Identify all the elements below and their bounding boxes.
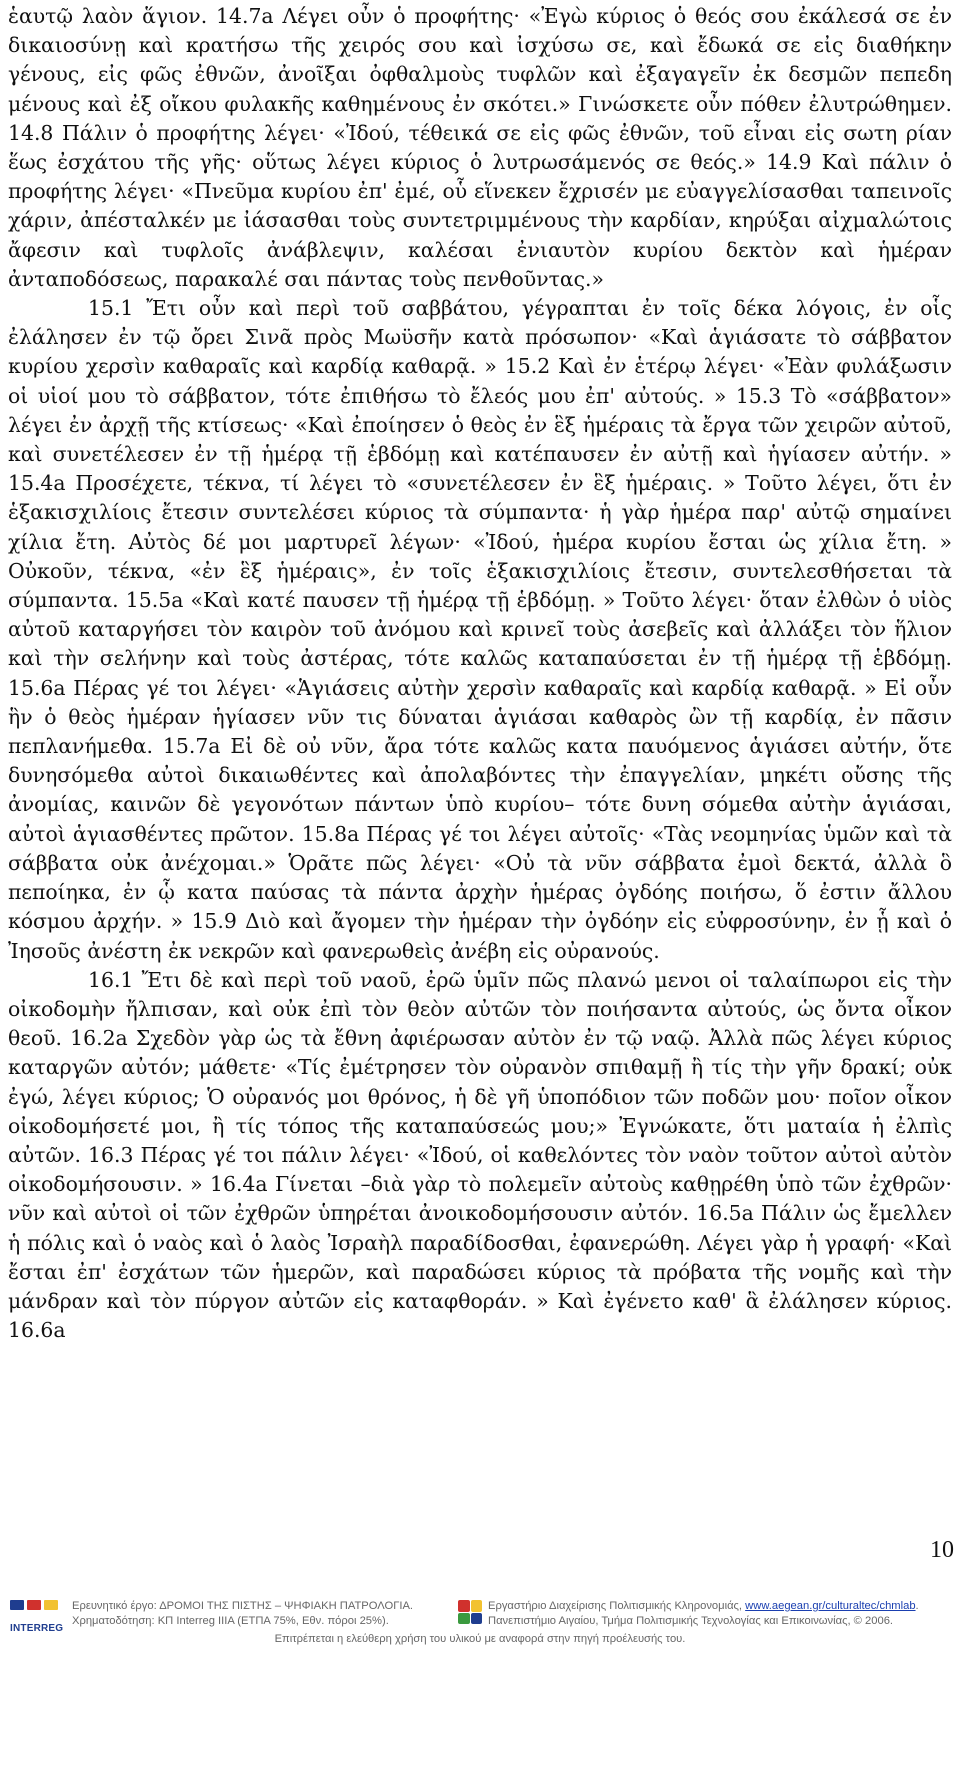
body-text — [8, 2, 952, 1345]
lab-name: Εργαστήριο Διαχείρισης Πολιτισμικής Κληρονομιάς, — [488, 1600, 746, 1612]
page-footer — [0, 1596, 960, 1656]
interreg-logo — [10, 1600, 66, 1634]
lab-logo-icon — [458, 1600, 482, 1624]
paragraph-1: ἑαυτῷ λαὸν ἅγιον. 14.7a Λέγει οὖν ὁ προφήτης· «Ἐγὼ κύριος ὁ θεός σου ἐκάλεσά σε ἐν δικαιοσύνῃ καὶ κρατήσω τῆς χειρός σου καὶ ἰσχύσω σε, καὶ ἔδωκά σε εἰς διαθήκην γένους, εἰς φῶς ἐθνῶν, ἀνοῖξαι ὀφθαλμοὺς τυφλῶν καὶ ἐξαγαγεῖν ἐκ δεσμῶν πεπεδη μένους καὶ ἐξ οἴκου φυλακῆς καθημένους ἐν σκότει.» Γινώσκετε οὖν πόθεν ἐλυτρώθημεν. 14.8 Πάλιν ὁ προφήτης λέγει· «Ἰδού, τέθεικά σε εἰς φῶς ἐθνῶν, τοῦ εἶναι εἰς σωτη ρίαν ἕως ἐσχάτου τῆς γῆς· οὕτως λέγει κύριος ὁ λυτρωσάμενός σε θεός.» 14.9 Καὶ πάλιν ὁ προφήτης λέγει· «Πνεῦμα κυρίου ἐπ' ἐμέ, οὗ εἵνεκεν ἔχρισέν με εὐαγγελίσασθαι ταπεινοῖς χάριν, ἀπέσταλκέν με ἰάσασθαι τοὺς συντετριμμένους τὴν καρδίαν, κηρύξαι αἰχμαλώτοις ἄφεσιν καὶ τυφλοῖς ἀνάβλεψιν, καλέσαι ἐνιαυτὸν κυρίου δεκτὸν καὶ ἡμέραν ἀνταποδόσεως, παρακαλέ σαι πάντας τοὺς πενθοῦντας.» — [8, 4, 952, 291]
eu-flag-icon — [10, 1600, 66, 1610]
lab-line-1-suffix: . — [915, 1600, 919, 1612]
lab-website-link[interactable]: www.aegean.gr/culturaltec/chmlab — [745, 1600, 916, 1612]
lab-line-1 — [488, 1599, 919, 1614]
page-number: 10 — [930, 1537, 954, 1563]
interreg-logo-text: INTERREG — [10, 1623, 64, 1634]
lab-line-2: Πανεπιστήμιο Αιγαίου, Τμήμα Πολιτισμικής Τεχνολογίας και Επικοινωνίας, © 2006. — [488, 1615, 894, 1627]
paragraph-2: 15.1 Ἔτι οὖν καὶ περὶ τοῦ σαββάτου, γέγραπται ἐν τοῖς δέκα λόγοις, ἐν οἷς ἐλάλησεν ἐν τῷ ὄρει Σινᾶ πρὸς Μωϋσῆν κατὰ πρόσωπον· «Καὶ ἁγιάσατε τὸ σάββατον κυρίου χερσὶν καθαραῖς καὶ καρδίᾳ καθαρᾷ. » 15.2 Καὶ ἐν ἑτέρῳ λέγει· «Ἐὰν φυλάξωσιν οἱ υἱοί μου τὸ σάββατον, τότε ἐπιθήσω τὸ ἔλεός μου ἐπ' αὐτούς. » 15.3 Τὸ «σάββατον» λέγει ἐν ἀρχῇ τῆς κτίσεως· «Καὶ ἐποίησεν ὁ θεὸς ἐν ἓξ ἡμέραις τὰ ἔργα τῶν χειρῶν αὐτοῦ, καὶ συνετέλεσεν ἐν τῇ ἡμέρᾳ τῇ ἑβδόμῃ καὶ κατέπαυσεν ἐν αὐτῇ καὶ ἡγίασεν αὐτήν. » 15.4a Προσέχετε, τέκνα, τί λέγει τὸ «συνετέλεσεν ἐν ἓξ ἡμέραις. » Τοῦτο λέγει, ὅτι ἐν ἑξακισχιλίοις ἔτεσιν συντελέσει κύριος τὰ σύμπαντα· ἡ γὰρ ἡμέρα παρ' αὐτῷ σημαίνει χίλια ἔτη. Αὐτὸς δέ μοι μαρτυρεῖ λέγων· «Ἰδού, ἡμέρα κυρίου ἔσται ὡς χίλια ἔτη. » Οὐκοῦν, τέκνα, «ἐν ἓξ ἡμέραις», ἐν τοῖς ἑξακισχιλίοις ἔτεσιν, συντελεσθήσεται τὰ σύμπαντα. 15.5a «Καὶ κατέ παυσεν τῇ ἡμέρᾳ τῇ ἑβδόμῃ. » Τοῦτο λέγει· ὅταν ἐλθὼν ὁ υἱὸς αὐτοῦ καταργήσει τὸν καιρὸν τοῦ ἀνόμου καὶ κρινεῖ τοὺς ἀσεβεῖς καὶ ἀλλάξει τὸν ἥλιον καὶ τὴν σελήνην καὶ τοὺς ἀστέρας, τότε καλῶς καταπαύσεται ἐν τῇ ἡμέρᾳ τῇ ἑβδόμῃ. 15.6a Πέρας γέ τοι λέγει· «Ἁγιάσεις αὐτὴν χερσὶν καθαραῖς καὶ καρδίᾳ καθαρᾷ. » Εἰ οὖν ἣν ὁ θεὸς ἡμέραν ἡγίασεν νῦν τις δύναται ἁγιάσαι καθαρὸς ὢν τῇ καρδίᾳ, ἐν πᾶσιν πεπλανήμεθα. 15.7a Εἰ δὲ οὐ νῦν, ἄρα τότε καλῶς κατα παυόμενος ἁγιάσει αὐτήν, ὅτε δυνησόμεθα αὐτοὶ δικαιωθέντες καὶ ἀπολαβόντες τὴν ἐπαγγελίαν, μηκέτι οὔσης τῆς ἀνομίας, καινῶν δὲ γεγονότων πάντων ὑπὸ κυρίου– τότε δυνη σόμεθα αὐτὴν ἁγιάσαι, αὐτοὶ ἁγιασθέντες πρῶτον. 15.8a Πέρας γέ τοι λέγει αὐτοῖς· «Τὰς νεομηνίας ὑμῶν καὶ τὰ σάββατα οὐκ ἀνέχομαι.» Ὁρᾶτε πῶς λέγει· «Οὐ τὰ νῦν σάββατα ἐμοὶ δεκτά, ἀλλὰ ὃ πεποίηκα, ἐν ᾧ κατα παύσας τὰ πάντα ἀρχὴν ἡμέρας ὀγδόης ποιήσω, ὅ ἐστιν ἄλλου κόσμου ἀρχήν. » 15.9 Διὸ καὶ ἄγομεν τὴν ἡμέραν τὴν ὀγδόην εἰς εὐφροσύνην, ἐν ᾗ καὶ ὁ Ἰησοῦς ἀνέστη ἐκ νεκρῶν καὶ φανερωθεὶς ἀνέβη εἰς οὐρανούς. — [8, 296, 952, 963]
project-line-2: Χρηματοδότηση: ΚΠ Interreg IIIA (ΕΤΠΑ 75%, Εθν. πόροι 25%). — [72, 1615, 389, 1627]
project-line-1: Ερευνητικό έργο: ΔΡΟΜΟΙ ΤΗΣ ΠΙΣΤΗΣ – ΨΗΦΙΑΚΗ ΠΑΤΡΟΛΟΓΙΑ. — [72, 1600, 414, 1612]
paragraph-3: 16.1 Ἔτι δὲ καὶ περὶ τοῦ ναοῦ, ἐρῶ ὑμῖν πῶς πλανώ μενοι οἱ ταλαίπωροι εἰς τὴν οἰκοδομὴν ἤλπισαν, καὶ οὐκ ἐπὶ τὸν θεὸν αὐτῶν τὸν ποιήσαντα αὐτούς, ὡς ὄντα οἶκον θεοῦ. 16.2a Σχεδὸν γὰρ ὡς τὰ ἔθνη ἀφιέρωσαν αὐτὸν ἐν τῷ ναῷ. Ἀλλὰ πῶς λέγει κύριος καταργῶν αὐτόν; μάθετε· «Τίς ἐμέτρησεν τὸν οὐρανὸν σπιθαμῇ ἢ τίς τὴν γῆν δρακί; οὐκ ἐγώ, λέγει κύριος; Ὁ οὐρανός μοι θρόνος, ἡ δὲ γῆ ὑποπόδιον τῶν ποδῶν μου· ποῖον οἶκον οἰκοδομήσετέ μοι, ἢ τίς τόπος τῆς καταπαύσεώς μου;» Ἐγνώκατε, ὅτι ματαία ἡ ἐλπὶς αὐτῶν. 16.3 Πέρας γέ τοι πάλιν λέγει· «Ἰδού, οἱ καθελόντες τὸν ναὸν τοῦτον αὐτοὶ αὐτὸν οἰκοδομήσουσιν. » 16.4a Γίνεται –διὰ γὰρ τὸ πολεμεῖν αὐτοὺς καθῃρέθη ὑπὸ τῶν ἐχθρῶν· νῦν καὶ αὐτοὶ οἱ τῶν ἐχθρῶν ὑπηρέται ἀνοικοδομήσουσιν αὐτόν. 16.5a Πάλιν ὡς ἔμελλεν ἡ πόλις καὶ ὁ ναὸς καὶ ὁ λαὸς Ἰσραὴλ παραδίδοσθαι, ἐφανερώθη. Λέγει γὰρ ἡ γραφή· «Καὶ ἔσται ἐπ' ἐσχάτων τῶν ἡμερῶν, καὶ παραδώσει κύριος τὰ πρόβατα τῆς νομῆς καὶ τὴν μάνδραν καὶ τὸν πύργον αὐτῶν εἰς καταφθοράν. » Καὶ ἐγένετο καθ' ἃ ἐλάλησεν κύριος. 16.6a — [8, 967, 952, 1343]
lab-info — [488, 1599, 919, 1629]
project-info — [72, 1599, 413, 1629]
usage-notice: Επιτρέπεται η ελεύθερη χρήση του υλικού με αναφορά στην πηγή προέλευσής του. — [274, 1633, 686, 1645]
